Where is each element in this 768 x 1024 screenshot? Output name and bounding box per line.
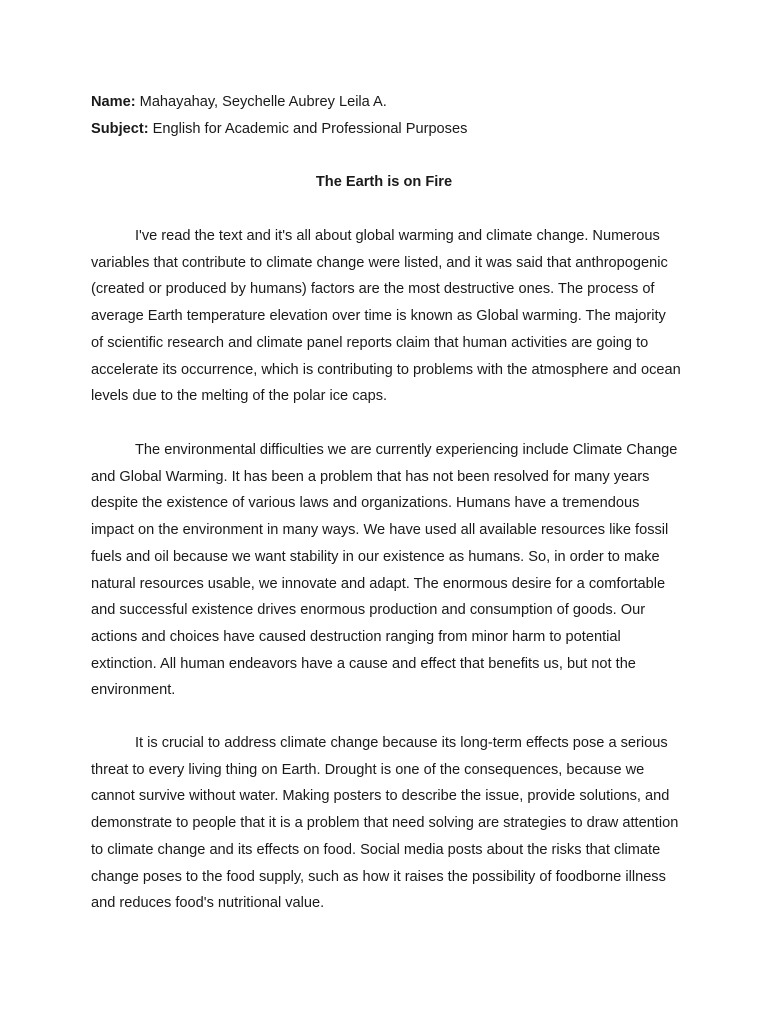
paragraph-2: The environmental difficulties we are currently experiencing include Climate Change and Global Warming. It has been a problem that has not been resolved for many years despite the existence of various laws and organizations. Humans have a tremendous impact on the environment in many ways. We have used all available resources like fossil fuels and oil because we want stability in our existence as humans. So, in order to make natural resources usable, we innovate and adapt. The enormous desire for a comfortable and successful existence drives enormous production and consumption of goods. Our actions and choices have caused destruction ranging from minor harm to potential extinction. All human endeavors have a cause and effect that benefits us, but not the environment. — [91, 442, 678, 699]
name-value: Mahayahay, Seychelle Aubrey Leila A. — [135, 94, 387, 110]
subject-line — [91, 120, 467, 138]
essay-title: The Earth is on Fire — [315, 174, 453, 190]
name-label: Name: — [91, 94, 136, 110]
subject-label: Subject: — [91, 121, 149, 137]
paragraph-3: It is crucial to address climate change because its long-term effects pose a serious threat to every living thing on Earth. Drought is one of the consequences, because we cannot survive without water. Making posters to describe the issue, provide solutions, and demonstrate to people that it is a problem that need solving are strategies to draw attention to climate change and its effects on food. Social media posts about the risks that climate change poses to the food supply, such as how it raises the possibility of foodborne illness and reduces food's nutritional value. — [91, 735, 679, 912]
paragraph-1: I've read the text and it's all about global warming and climate change. Numerous variables that contribute to climate change were listed, and it was said that anthropogenic (created or produced by humans) factors are the most destructive ones. The process of average Earth temperature elevation over time is known as Global warming. The majority of scientific research and climate panel reports claim that human activities are going to accelerate its occurrence, which is contributing to problems with the atmosphere and ocean levels due to the melting of the polar ice caps. — [91, 228, 681, 405]
name-line — [91, 93, 387, 111]
subject-value: English for Academic and Professional Purposes — [148, 121, 468, 137]
